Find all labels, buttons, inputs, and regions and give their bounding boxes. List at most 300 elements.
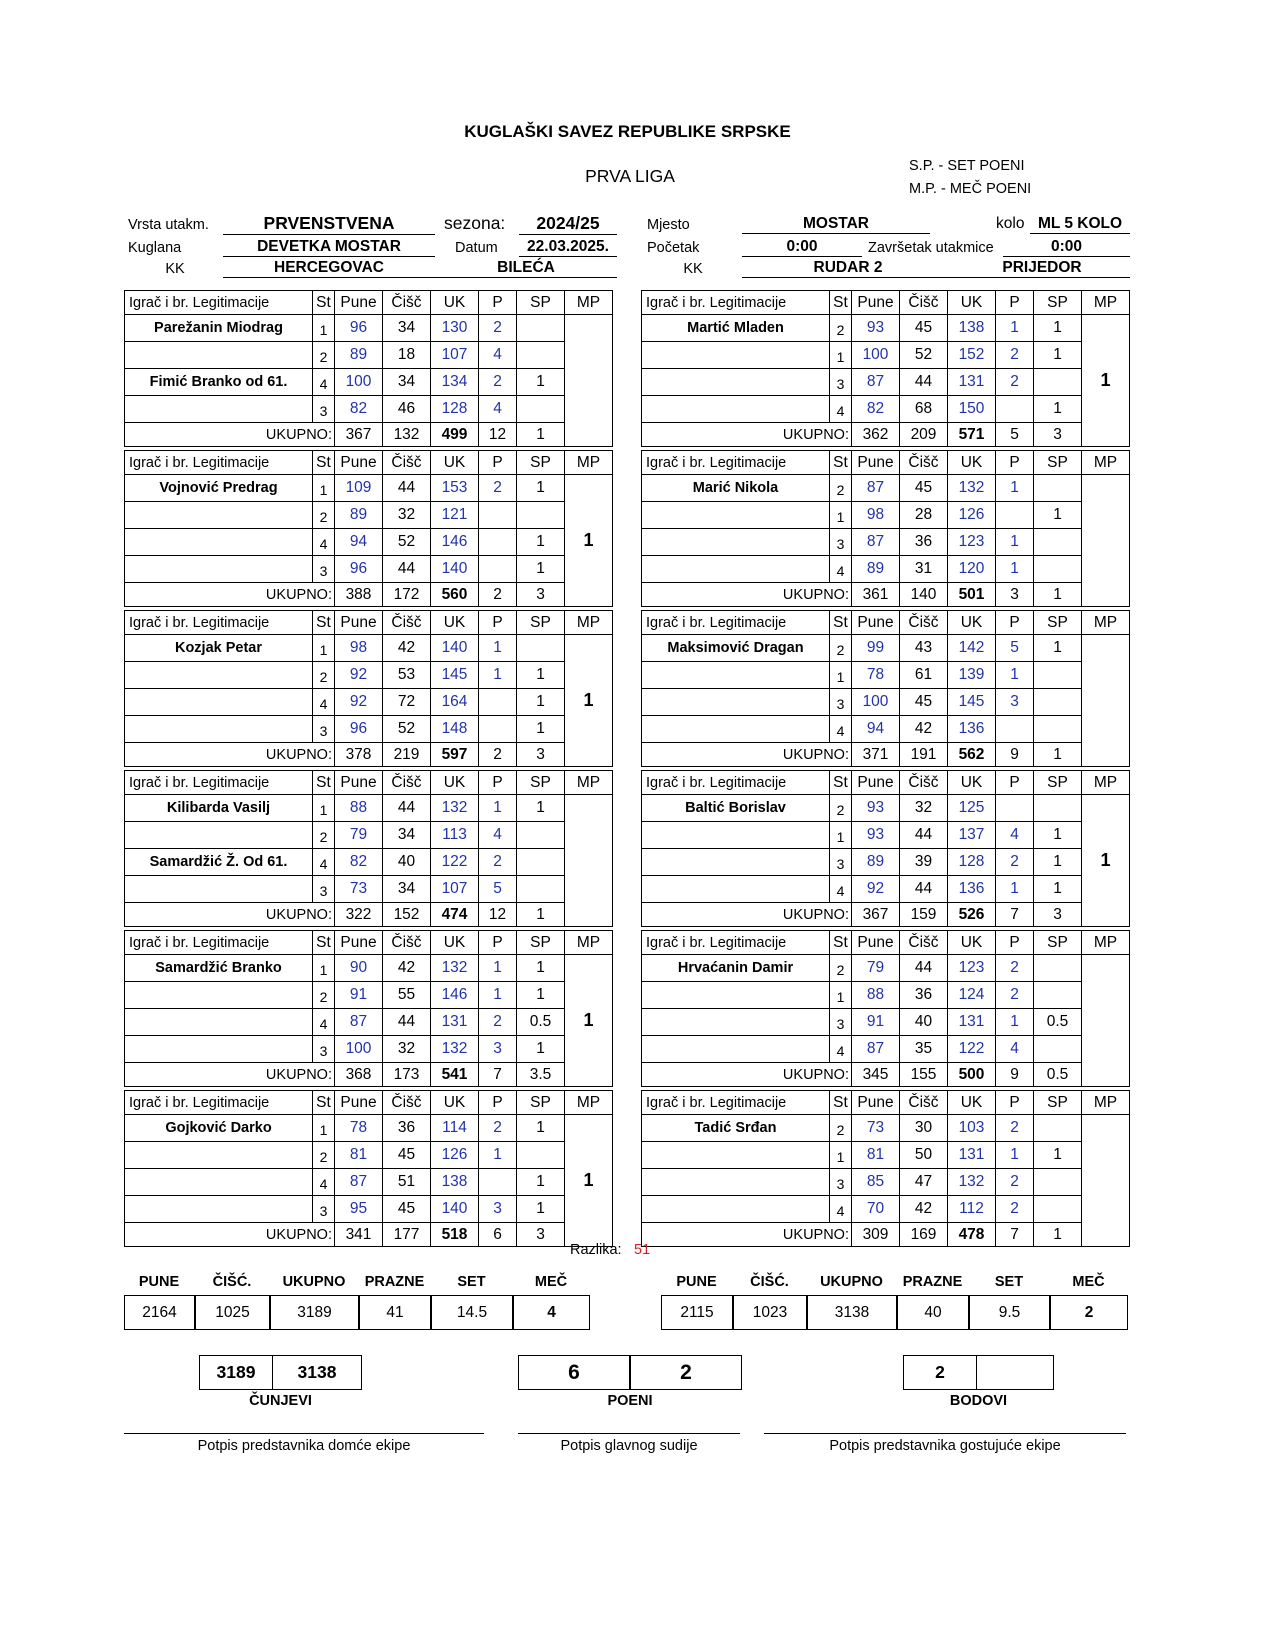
- set-points: [517, 396, 565, 423]
- full-score: 100: [852, 689, 900, 716]
- col-header: Igrač i br. Legitimacije: [125, 451, 313, 475]
- col-header: St: [313, 1091, 335, 1115]
- total-misses: 2: [479, 743, 517, 767]
- match-points: [1082, 955, 1130, 1087]
- summary-home-value: 2164: [124, 1295, 195, 1330]
- col-header: St: [313, 611, 335, 635]
- col-header: MP: [1082, 611, 1130, 635]
- set-points: [517, 502, 565, 529]
- col-header: Igrač i br. Legitimacije: [125, 611, 313, 635]
- lane-number: 3: [830, 369, 852, 396]
- col-header: MP: [565, 931, 613, 955]
- full-score: 92: [335, 689, 383, 716]
- total-sum: 518: [431, 1223, 479, 1247]
- set-points: 1: [517, 475, 565, 502]
- full-score: 73: [852, 1115, 900, 1142]
- summary-header: ČIŠĆ.: [212, 1274, 252, 1290]
- clear-score: 34: [383, 369, 431, 396]
- total-score: 134: [431, 369, 479, 396]
- set-points: 1: [517, 1196, 565, 1223]
- total-score: 132: [431, 955, 479, 982]
- clear-score: 18: [383, 342, 431, 369]
- col-header: Čišč: [900, 771, 948, 795]
- misses: 1: [996, 1009, 1034, 1036]
- lane-number: 2: [313, 982, 335, 1009]
- misses: [479, 1169, 517, 1196]
- set-points: 1: [1034, 502, 1082, 529]
- set-points: 1: [1034, 1142, 1082, 1169]
- col-header: Pune: [852, 451, 900, 475]
- full-score: 79: [852, 955, 900, 982]
- col-header: UK: [948, 1091, 996, 1115]
- misses: 4: [479, 822, 517, 849]
- home-table-4: [124, 770, 613, 927]
- col-header: SP: [517, 291, 565, 315]
- clear-score: 55: [383, 982, 431, 1009]
- lane-number: 4: [313, 529, 335, 556]
- home-city: BILEĆA: [435, 259, 617, 278]
- player-name: [642, 662, 830, 689]
- summary-header: ČIŠĆ.: [750, 1274, 789, 1290]
- col-header: MP: [1082, 451, 1130, 475]
- col-header: P: [479, 931, 517, 955]
- col-header: Pune: [852, 291, 900, 315]
- clear-score: 36: [383, 1115, 431, 1142]
- misses: 2: [479, 315, 517, 342]
- col-header: P: [479, 451, 517, 475]
- total-score: 140: [431, 1196, 479, 1223]
- total-set-points: 1: [1034, 1223, 1082, 1247]
- misses: 4: [996, 822, 1034, 849]
- full-score: 87: [335, 1009, 383, 1036]
- lane-number: 3: [830, 1009, 852, 1036]
- total-sum: 500: [948, 1063, 996, 1087]
- summary-header: PRAZNE: [902, 1274, 963, 1290]
- total-set-points: 3: [517, 1223, 565, 1247]
- total-score: 128: [431, 396, 479, 423]
- col-header: Pune: [852, 611, 900, 635]
- clear-score: 44: [383, 1009, 431, 1036]
- col-header: P: [479, 771, 517, 795]
- col-header: MP: [1082, 771, 1130, 795]
- misses: 3: [996, 689, 1034, 716]
- misses: 1: [996, 556, 1034, 583]
- clear-score: 45: [900, 315, 948, 342]
- summary-header: SET: [457, 1274, 486, 1290]
- total-label: UKUPNO:: [125, 743, 335, 767]
- player-name: [125, 1196, 313, 1223]
- lane-number: 4: [313, 689, 335, 716]
- legend-mp: M.P. - MEČ POENI: [909, 181, 1032, 197]
- clear-score: 44: [383, 556, 431, 583]
- total-sum: 541: [431, 1063, 479, 1087]
- lane-number: 3: [313, 1196, 335, 1223]
- full-score: 78: [852, 662, 900, 689]
- col-header: St: [313, 451, 335, 475]
- match-points: 1: [1082, 315, 1130, 447]
- lane-number: 2: [313, 1142, 335, 1169]
- total-misses: 9: [996, 743, 1034, 767]
- total-set-points: 1: [517, 903, 565, 927]
- set-points: 1: [1034, 315, 1082, 342]
- full-score: 90: [335, 955, 383, 982]
- summary-away-value: 3138: [807, 1295, 897, 1330]
- col-header: Pune: [335, 1091, 383, 1115]
- clear-score: 31: [900, 556, 948, 583]
- lane-number: 3: [830, 689, 852, 716]
- clear-score: 45: [383, 1196, 431, 1223]
- col-header: SP: [1034, 451, 1082, 475]
- misses: [479, 689, 517, 716]
- clear-score: 32: [900, 795, 948, 822]
- full-score: 100: [335, 369, 383, 396]
- total-set-points: 0.5: [1034, 1063, 1082, 1087]
- lane-number: 3: [830, 529, 852, 556]
- player-name: [642, 342, 830, 369]
- set-points: 0.5: [517, 1009, 565, 1036]
- home-club: HERCEGOVAC: [223, 259, 435, 278]
- misses: 2: [996, 1169, 1034, 1196]
- summary-away-value: 1023: [733, 1295, 807, 1330]
- final-points-away: 2: [630, 1355, 742, 1390]
- total-set-points: 3: [1034, 903, 1082, 927]
- player-name: [125, 396, 313, 423]
- total-clear: 140: [900, 583, 948, 607]
- col-header: SP: [517, 611, 565, 635]
- clear-score: 42: [383, 955, 431, 982]
- total-score: 132: [948, 475, 996, 502]
- full-score: 87: [852, 475, 900, 502]
- col-header: Čišč: [900, 451, 948, 475]
- final-pins-home: 3189: [199, 1355, 273, 1390]
- clear-score: 44: [383, 795, 431, 822]
- full-score: 95: [335, 1196, 383, 1223]
- set-points: [1034, 369, 1082, 396]
- total-clear: 173: [383, 1063, 431, 1087]
- away-table-2: [641, 450, 1130, 607]
- clear-score: 40: [383, 849, 431, 876]
- lane-number: 4: [830, 1196, 852, 1223]
- misses: 2: [996, 1115, 1034, 1142]
- full-score: 91: [335, 982, 383, 1009]
- misses: 1: [996, 529, 1034, 556]
- col-header: SP: [1034, 1091, 1082, 1115]
- final-pins-label: ČUNJEVI: [249, 1393, 312, 1409]
- misses: 1: [479, 795, 517, 822]
- total-score: 103: [948, 1115, 996, 1142]
- full-score: 93: [852, 795, 900, 822]
- total-full: 367: [852, 903, 900, 927]
- col-header: UK: [431, 1091, 479, 1115]
- full-score: 88: [335, 795, 383, 822]
- total-misses: 7: [996, 1223, 1034, 1247]
- col-header: Čišč: [383, 1091, 431, 1115]
- misses: 2: [996, 1196, 1034, 1223]
- full-score: 78: [335, 1115, 383, 1142]
- lane-number: 2: [313, 662, 335, 689]
- full-score: 88: [852, 982, 900, 1009]
- federation-title: KUGLAŠKI SAVEZ REPUBLIKE SRPSKE: [464, 122, 791, 141]
- match-points: [1082, 475, 1130, 607]
- lane-number: 4: [830, 716, 852, 743]
- set-points: [517, 876, 565, 903]
- set-points: 1: [517, 662, 565, 689]
- alley-value: DEVETKA MOSTAR: [223, 238, 435, 257]
- total-set-points: 3.5: [517, 1063, 565, 1087]
- total-clear: 152: [383, 903, 431, 927]
- col-header: St: [830, 451, 852, 475]
- summary-header: PRAZNE: [364, 1274, 425, 1290]
- player-name: [642, 982, 830, 1009]
- summary-away-value: 2115: [661, 1295, 733, 1330]
- total-full: 361: [852, 583, 900, 607]
- col-header: Igrač i br. Legitimacije: [125, 1091, 313, 1115]
- set-points: [1034, 1115, 1082, 1142]
- total-score: 114: [431, 1115, 479, 1142]
- season-value: 2024/25: [519, 213, 617, 235]
- signature-line-referee: [518, 1433, 740, 1434]
- player-name: [125, 556, 313, 583]
- set-points: [1034, 529, 1082, 556]
- set-points: 1: [517, 1115, 565, 1142]
- clear-score: 47: [900, 1169, 948, 1196]
- player-name: [125, 662, 313, 689]
- total-sum: 526: [948, 903, 996, 927]
- col-header: MP: [1082, 291, 1130, 315]
- clear-score: 34: [383, 315, 431, 342]
- total-full: 367: [335, 423, 383, 447]
- col-header: Pune: [335, 771, 383, 795]
- player-name: [642, 369, 830, 396]
- round-label: kolo: [996, 215, 1025, 232]
- difference-label: Razlika:: [570, 1242, 622, 1258]
- type-value: PRVENSTVENA: [223, 213, 435, 235]
- lane-number: 1: [313, 795, 335, 822]
- set-points: [517, 635, 565, 662]
- misses: [996, 716, 1034, 743]
- col-header: SP: [1034, 611, 1082, 635]
- set-points: 1: [1034, 396, 1082, 423]
- set-points: 1: [1034, 849, 1082, 876]
- lane-number: 4: [313, 1169, 335, 1196]
- final-bodovi-label: BODOVI: [949, 1393, 1008, 1409]
- full-score: 79: [335, 822, 383, 849]
- col-header: MP: [565, 771, 613, 795]
- summary-header: MEČ: [534, 1274, 568, 1290]
- total-score: 138: [948, 315, 996, 342]
- lane-number: 4: [830, 396, 852, 423]
- league-title: PRVA LIGA: [585, 166, 675, 186]
- col-header: St: [830, 771, 852, 795]
- total-clear: 177: [383, 1223, 431, 1247]
- legend-sp: S.P. - SET POENI: [909, 158, 1025, 174]
- final-pins-away: 3138: [272, 1355, 362, 1390]
- set-points: [517, 1142, 565, 1169]
- total-clear: 191: [900, 743, 948, 767]
- total-score: 113: [431, 822, 479, 849]
- player-name: [125, 982, 313, 1009]
- lane-number: 1: [830, 662, 852, 689]
- misses: [479, 529, 517, 556]
- lane-number: 3: [313, 556, 335, 583]
- alley-label: Kuglana: [128, 240, 182, 256]
- set-points: 0.5: [1034, 1009, 1082, 1036]
- col-header: UK: [431, 291, 479, 315]
- misses: 3: [479, 1036, 517, 1063]
- lane-number: 2: [830, 315, 852, 342]
- total-sum: 501: [948, 583, 996, 607]
- summary-home-value: 14.5: [431, 1295, 513, 1330]
- player-name: Samardžić Branko: [125, 955, 313, 982]
- col-header: St: [830, 1091, 852, 1115]
- misses: 1: [996, 876, 1034, 903]
- col-header: P: [996, 611, 1034, 635]
- clear-score: 32: [383, 1036, 431, 1063]
- total-score: 153: [431, 475, 479, 502]
- col-header: UK: [948, 291, 996, 315]
- misses: 1: [479, 1142, 517, 1169]
- col-header: Čišč: [383, 771, 431, 795]
- clear-score: 44: [900, 955, 948, 982]
- total-score: 152: [948, 342, 996, 369]
- full-score: 96: [335, 716, 383, 743]
- set-points: 1: [1034, 635, 1082, 662]
- set-points: [1034, 795, 1082, 822]
- col-header: Pune: [852, 771, 900, 795]
- set-points: 1: [517, 369, 565, 396]
- total-score: 132: [948, 1169, 996, 1196]
- player-name: Kilibarda Vasilj: [125, 795, 313, 822]
- total-clear: 172: [383, 583, 431, 607]
- clear-score: 52: [383, 529, 431, 556]
- clear-score: 42: [383, 635, 431, 662]
- total-label: UKUPNO:: [125, 1063, 335, 1087]
- col-header: Igrač i br. Legitimacije: [642, 451, 830, 475]
- total-full: 322: [335, 903, 383, 927]
- player-name: Hrvaćanin Damir: [642, 955, 830, 982]
- total-label: UKUPNO:: [642, 583, 852, 607]
- col-header: MP: [1082, 931, 1130, 955]
- misses: 2: [996, 982, 1034, 1009]
- col-header: SP: [1034, 291, 1082, 315]
- set-points: [517, 822, 565, 849]
- player-name: Vojnović Predrag: [125, 475, 313, 502]
- total-label: UKUPNO:: [642, 423, 852, 447]
- clear-score: 36: [900, 982, 948, 1009]
- col-header: SP: [517, 1091, 565, 1115]
- player-name: [642, 849, 830, 876]
- col-header: SP: [1034, 771, 1082, 795]
- total-label: UKUPNO:: [642, 903, 852, 927]
- signature-referee: Potpis glavnog sudije: [560, 1438, 698, 1454]
- lane-number: 1: [313, 475, 335, 502]
- total-label: UKUPNO:: [125, 903, 335, 927]
- set-points: 1: [517, 1036, 565, 1063]
- misses: 1: [996, 662, 1034, 689]
- end-label: Završetak utakmice: [868, 240, 994, 256]
- total-score: 142: [948, 635, 996, 662]
- total-misses: 12: [479, 423, 517, 447]
- misses: 5: [479, 876, 517, 903]
- misses: 1: [996, 315, 1034, 342]
- col-header: Čišč: [383, 291, 431, 315]
- total-sum: 478: [948, 1223, 996, 1247]
- col-header: St: [313, 771, 335, 795]
- total-label: UKUPNO:: [642, 1223, 852, 1247]
- col-header: St: [830, 291, 852, 315]
- col-header: UK: [948, 771, 996, 795]
- col-header: SP: [1034, 931, 1082, 955]
- misses: 1: [479, 635, 517, 662]
- total-score: 126: [431, 1142, 479, 1169]
- lane-number: 4: [313, 849, 335, 876]
- lane-number: 1: [830, 502, 852, 529]
- clear-score: 34: [383, 876, 431, 903]
- total-sum: 499: [431, 423, 479, 447]
- col-header: UK: [431, 611, 479, 635]
- total-set-points: 3: [1034, 423, 1082, 447]
- clear-score: 40: [900, 1009, 948, 1036]
- match-points: [565, 315, 613, 447]
- total-clear: 155: [900, 1063, 948, 1087]
- total-score: 146: [431, 982, 479, 1009]
- lane-number: 3: [830, 849, 852, 876]
- player-name: Parežanin Miodrag: [125, 315, 313, 342]
- full-score: 93: [852, 315, 900, 342]
- player-name: Martić Mladen: [642, 315, 830, 342]
- col-header: Pune: [852, 1091, 900, 1115]
- away-table-6: [641, 1090, 1130, 1247]
- lane-number: 1: [830, 822, 852, 849]
- total-sum: 560: [431, 583, 479, 607]
- summary-header: PUNE: [676, 1274, 717, 1290]
- full-score: 93: [852, 822, 900, 849]
- total-full: 309: [852, 1223, 900, 1247]
- total-score: 150: [948, 396, 996, 423]
- col-header: Čišč: [900, 931, 948, 955]
- col-header: Čišč: [900, 291, 948, 315]
- misses: [479, 716, 517, 743]
- misses: 1: [996, 475, 1034, 502]
- start-label: Početak: [647, 240, 700, 256]
- col-header: Igrač i br. Legitimacije: [642, 1091, 830, 1115]
- clear-score: 44: [900, 876, 948, 903]
- col-header: Pune: [335, 931, 383, 955]
- full-score: 92: [335, 662, 383, 689]
- full-score: 82: [852, 396, 900, 423]
- summary-header: PUNE: [138, 1274, 180, 1290]
- col-header: Igrač i br. Legitimacije: [125, 291, 313, 315]
- col-header: MP: [565, 611, 613, 635]
- player-name: Samardžić Ž. Od 61.: [125, 849, 313, 876]
- total-score: 131: [948, 1009, 996, 1036]
- player-name: [642, 876, 830, 903]
- full-score: 100: [852, 342, 900, 369]
- col-header: Pune: [852, 931, 900, 955]
- total-score: 107: [431, 342, 479, 369]
- set-points: 1: [1034, 876, 1082, 903]
- summary-home-value: 1025: [195, 1295, 270, 1330]
- col-header: St: [830, 931, 852, 955]
- player-name: [125, 876, 313, 903]
- home-table-1: [124, 290, 613, 447]
- total-score: 138: [431, 1169, 479, 1196]
- away-table-5: [641, 930, 1130, 1087]
- full-score: 87: [852, 369, 900, 396]
- summary-away-value: 40: [897, 1295, 969, 1330]
- full-score: 91: [852, 1009, 900, 1036]
- total-clear: 219: [383, 743, 431, 767]
